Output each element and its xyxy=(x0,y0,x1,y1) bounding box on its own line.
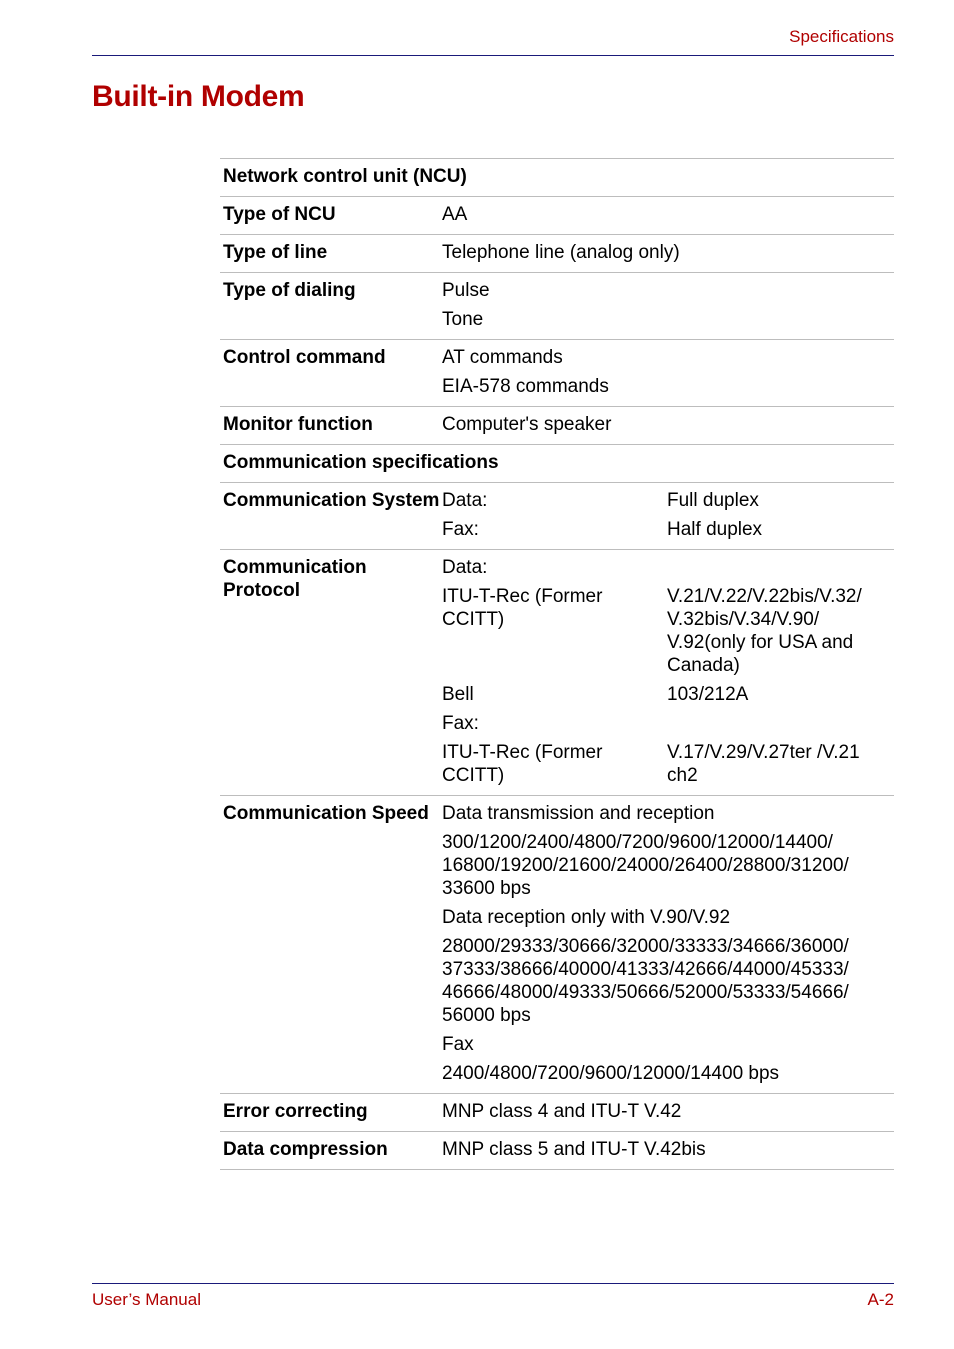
speed-line: Data reception only with V.90/V.92 xyxy=(442,907,731,928)
row-value: AA xyxy=(442,204,468,225)
communication-system-row xyxy=(220,483,894,550)
header-rule xyxy=(92,55,894,56)
row-label: Communication Protocol xyxy=(223,557,367,601)
sub-key: Data: xyxy=(442,490,488,511)
speed-line: 2400/4800/7200/9600/12000/14400 bps xyxy=(442,1063,780,1084)
sub-key: ITU-T-Rec (Former CCITT) xyxy=(442,742,603,786)
communication-speed-row xyxy=(220,796,894,1094)
row-label: Communication System xyxy=(223,490,440,511)
sub-key: ITU-T-Rec (Former CCITT) xyxy=(442,586,603,630)
row-value: AT commands xyxy=(442,347,563,368)
sub-value xyxy=(667,556,894,579)
row-value: Computer's speaker xyxy=(442,414,612,435)
page-title: Built-in Modem xyxy=(92,80,305,113)
sub-value: V.21/V.22/V.22bis/V.32/ V.32bis/V.34/V.90/ V.92(only for USA and Canada) xyxy=(667,586,862,676)
communication-heading-row xyxy=(220,445,894,483)
footer-rule xyxy=(92,1283,894,1284)
control-command-row xyxy=(220,340,894,407)
ncu-heading: Network control unit (NCU) xyxy=(223,166,467,187)
sub-key: Data: xyxy=(442,557,488,578)
row-label: Data compression xyxy=(223,1139,388,1160)
sub-key: Bell xyxy=(442,684,474,705)
error-correcting-row xyxy=(220,1094,894,1132)
type-of-ncu-row xyxy=(220,197,894,235)
type-of-dialing-row xyxy=(220,273,894,340)
communication-heading: Communication specifications xyxy=(223,452,499,473)
running-header: Specifications xyxy=(789,27,894,46)
row-label: Monitor function xyxy=(223,414,373,435)
row-value: MNP class 4 and ITU-T V.42 xyxy=(442,1101,682,1122)
row-label: Type of line xyxy=(223,242,328,263)
sub-value: Full duplex xyxy=(667,490,759,511)
sub-value: 103/212A xyxy=(667,684,749,705)
footer-manual-name: User’s Manual xyxy=(92,1290,201,1309)
row-label: Error correcting xyxy=(223,1101,368,1122)
speed-line: Fax xyxy=(442,1034,474,1055)
monitor-function-row xyxy=(220,407,894,445)
row-value: Pulse xyxy=(442,280,490,301)
row-label: Type of NCU xyxy=(223,204,336,225)
row-value: Telephone line (analog only) xyxy=(442,242,680,263)
row-value: EIA-578 commands xyxy=(442,376,609,397)
data-compression-row xyxy=(220,1132,894,1170)
row-value: Tone xyxy=(442,309,484,330)
speed-line: Data transmission and reception xyxy=(442,803,715,824)
row-label: Communication Speed xyxy=(223,803,429,824)
sub-value: V.17/V.29/V.27ter /V.21 ch2 xyxy=(667,742,860,786)
row-value: MNP class 5 and ITU-T V.42bis xyxy=(442,1139,706,1160)
row-label: Control command xyxy=(223,347,386,368)
ncu-heading-row xyxy=(220,159,894,197)
sub-key: Fax: xyxy=(442,519,479,540)
sub-value xyxy=(667,712,894,735)
row-label: Type of dialing xyxy=(223,280,356,301)
specifications-table xyxy=(220,158,894,1170)
sub-key: Fax: xyxy=(442,713,479,734)
communication-protocol-row xyxy=(220,550,894,796)
speed-line: 300/1200/2400/4800/7200/9600/12000/14400/ 16800/19200/21600/24000/26400/28800/31200/ 33600 bps xyxy=(442,832,849,899)
sub-value: Half duplex xyxy=(667,519,763,540)
speed-line: 28000/29333/30666/32000/33333/34666/36000/ 37333/38666/40000/41333/42666/44000/45333/ 46666/48000/49333/50666/52000/53333/54666/ 56000 bps xyxy=(442,936,849,1026)
type-of-line-row xyxy=(220,235,894,273)
page-number: A-2 xyxy=(867,1290,894,1309)
